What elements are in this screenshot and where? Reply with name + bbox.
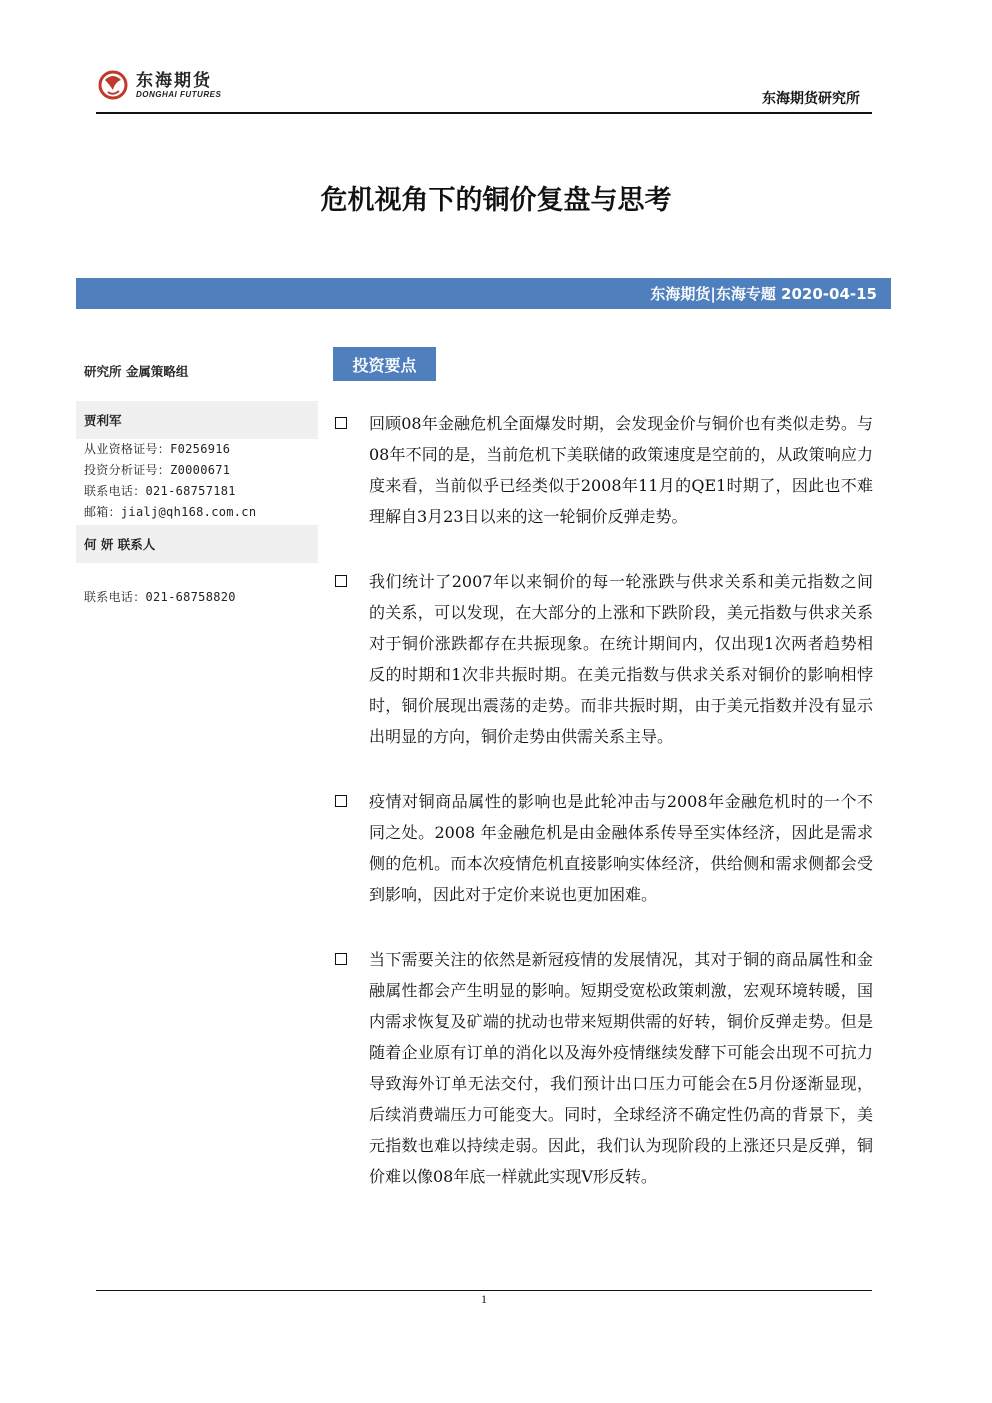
key-points-list [333,408,873,1226]
analyst-license: 从业资格证号：F0256916 [84,442,231,456]
analyst-investment-license: 投资分析证号：Z0000671 [84,463,231,477]
report-title: 危机视角下的铜价复盘与思考 [320,185,672,216]
list-item [333,786,873,910]
checkbox-bullet-icon [335,417,347,429]
dragon-logo-icon [96,68,130,102]
page-number: 1 [481,1292,487,1306]
institute-name: 东海期货研究所 [762,91,860,107]
department-label: 研究所 金属策略组 [84,364,189,379]
contact-name: 何 妍 联系人 [76,525,318,563]
point-text: 疫情对铜商品属性的影响也是此轮冲击与2008年金融危机时的一个不同之处。2008 年金融危机是由金融体系传导至实体经济，因此是需求侧的危机。而本次疫情危机直接影响实体经济，供给侧和需求侧都会受到影响，因此对于定价来说也更加困难。 [369,792,873,904]
section-title: 投资要点 [333,347,436,381]
list-item [333,944,873,1192]
page-header [96,60,872,116]
checkbox-bullet-icon [335,795,347,807]
header-divider [96,112,872,114]
analyst-phone: 联系电话：021-68757181 [84,484,236,498]
point-text: 回顾08年金融危机全面爆发时期，会发现金价与铜价也有类似走势。与08年不同的是，当前危机下美联储的政策速度是空前的，从政策响应力度来看，当前似乎已经类似于2008年11月的QE1时期了，因此也不难理解自3月23日以来的这一轮铜价反弹走势。 [369,414,873,526]
banner-text: 东海期货|东海专题 2020-04-15 [650,285,877,303]
footer-divider [96,1290,872,1291]
point-text: 当下需要关注的依然是新冠疫情的发展情况，其对于铜的商品属性和金融属性都会产生明显的影响。短期受宽松政策刺激，宏观环境转暖，国内需求恢复及矿端的扰动也带来短期供需的好转，铜价反弹走势。但是随着企业原有订单的消化以及海外疫情继续发酵下可能会出现不可抗力导致海外订单无法交付，我们预计出口压力可能会在5月份逐渐显现，后续消费端压力可能变大。同时，全球经济不确定性仍高的背景下，美元指数也难以持续走弱。因此，我们认为现阶段的上涨还只是反弹，铜价难以像08年底一样就此实现V形反转。 [369,950,873,1186]
checkbox-bullet-icon [335,953,347,965]
analyst-email: 邮箱：jialj@qh168.com.cn [84,505,257,519]
analyst-sidebar [76,350,318,608]
logo-chinese-text: 东海期货 [136,70,212,91]
company-logo [96,68,221,102]
list-item [333,566,873,752]
analyst-name: 贾利军 [76,401,318,439]
point-text: 我们统计了2007年以来铜价的每一轮涨跌与供求关系和美元指数之间的关系，可以发现，在大部分的上涨和下跌阶段，美元指数与供求关系对于铜价涨跌都存在共振现象。在统计期间内，仅出现1次两者趋势相反的时期和1次非共振时期。在美元指数与供求关系对铜价的影响相悖时，铜价展现出震荡的走势。而非共振时期，由于美元指数并没有显示出明显的方向，铜价走势由供需关系主导。 [369,572,873,746]
report-banner [76,278,891,309]
list-item [333,408,873,532]
logo-english-text: DONGHAI FUTURES [136,89,222,99]
contact-phone: 联系电话：021-68758820 [84,590,236,604]
checkbox-bullet-icon [335,575,347,587]
